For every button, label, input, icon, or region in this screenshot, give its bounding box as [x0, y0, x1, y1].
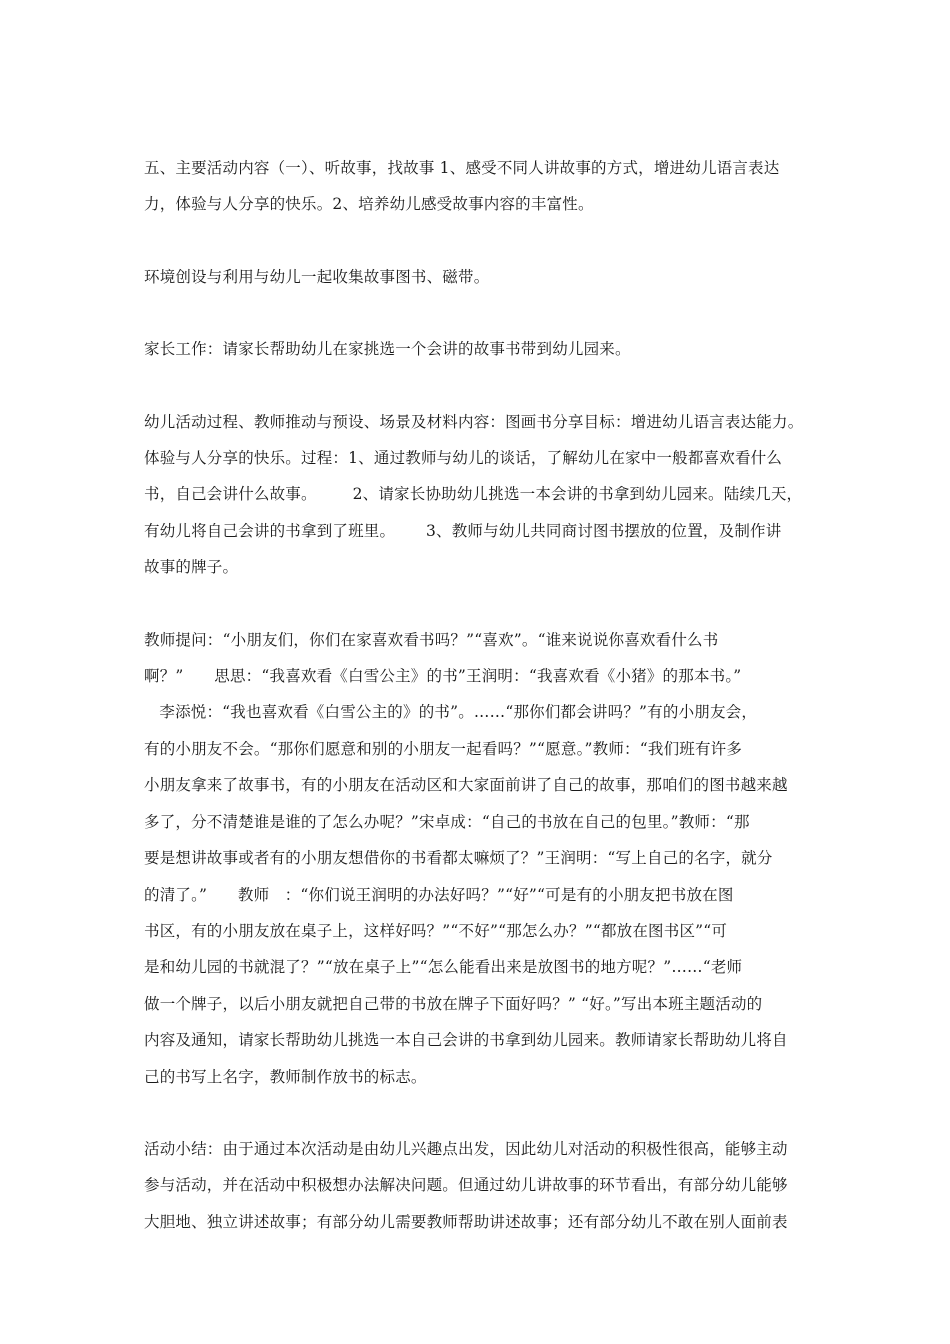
text-line: 书区，有的小朋友放在桌子上，这样好吗？”“不好”“那怎么办？”“都放在图书区”“可 [144, 921, 728, 940]
text-line: 做一个牌子，以后小朋友就把自己带的书放在牌子下面好吗？” “好。”写出本班主题活动的 [144, 994, 763, 1013]
text-line: 是和幼儿园的书就混了？”“放在桌子上”“怎么能看出来是放图书的地方呢？”……“老师 [144, 958, 743, 977]
text-line: 有幼儿将自己会讲的书拿到了班里。 3、教师与幼儿共同商讨图书摆放的位置，及制作讲 [144, 521, 782, 540]
text-line: 活动小结：由于通过本次活动是由幼儿兴趣点出发，因此幼儿对活动的积极性很高，能够主动 [144, 1139, 788, 1158]
text-line: 力，体验与人分享的快乐。2、培养幼儿感受故事内容的丰富性。 [144, 195, 594, 214]
text-line: 幼儿活动过程、教师推动与预设、场景及材料内容：图画书分享目标：增进幼儿语言表达能力。 [144, 412, 804, 431]
text-line: 小朋友拿来了故事书，有的小朋友在活动区和大家面前讲了自己的故事，那咱们的图书越来越 [144, 776, 788, 795]
text-line: 李添悦：“我也喜欢看《白雪公主的》的书”。……“那你们都会讲吗？”有的小朋友会， [144, 703, 758, 722]
text-line: 五、主要活动内容（一）、听故事，找故事 1、感受不同人讲故事的方式，增进幼儿语言表达 [144, 159, 780, 177]
text-line: 教师提问：“小朋友们，你们在家喜欢看书吗？”“喜欢”。“谁来说说你喜欢看什么书 [144, 630, 719, 649]
text-line: 体验与人分享的快乐。过程：1、通过教师与幼儿的谈话，了解幼儿在家中一般都喜欢看什么 [144, 449, 783, 468]
text-line: 家长工作：请家长帮助幼儿在家挑选一个会讲的故事书带到幼儿园来。 [144, 340, 631, 359]
text-line: 参与活动，并在活动中积极想办法解决问题。但通过幼儿讲故事的环节看出，有部分幼儿能够 [144, 1176, 788, 1195]
text-line: 的清了。” 教师 ：“你们说王润明的办法好吗？”“好”“可是有的小朋友把书放在图 [144, 885, 734, 904]
text-line: 多了，分不清楚谁是谁的了怎么办呢？”宋卓成：“自己的书放在自己的包里。”教师：“那 [144, 812, 750, 831]
document-body [144, 150, 814, 1240]
text-line: 啊？” 思思：“我喜欢看《白雪公主》的书”王润明：“我喜欢看《小猪》的那本书。” [144, 667, 742, 686]
text-line: 环境创设与利用与幼儿一起收集故事图书、磁带。 [144, 267, 490, 286]
paragraph-environment [144, 259, 814, 295]
paragraph-activity-content [144, 150, 814, 223]
text-line: 要是想讲故事或者有的小朋友想借你的书看都太嘛烦了？”王润明：“写上自己的名字，就分 [144, 849, 773, 868]
paragraph-dialogue [144, 622, 814, 1095]
paragraph-parent-work [144, 331, 814, 367]
text-line: 故事的牌子。 [144, 558, 239, 577]
paragraph-summary [144, 1131, 814, 1240]
text-line: 己的书写上名字，教师制作放书的标志。 [144, 1067, 427, 1086]
text-line: 大胆地、独立讲述故事；有部分幼儿需要教师帮助讲述故事；还有部分幼儿不敢在别人面前表 [144, 1212, 788, 1231]
text-line: 内容及通知，请家长帮助幼儿挑选一本自己会讲的书拿到幼儿园来。教师请家长帮助幼儿将自 [144, 1031, 788, 1050]
paragraph-process [144, 404, 814, 586]
text-line: 有的小朋友不会。“那你们愿意和别的小朋友一起看吗？”“愿意。”教师：“我们班有许多 [144, 739, 743, 758]
text-line: 书，自己会讲什么故事。 2、请家长协助幼儿挑选一本会讲的书拿到幼儿园来。陆续几天， [144, 485, 803, 504]
